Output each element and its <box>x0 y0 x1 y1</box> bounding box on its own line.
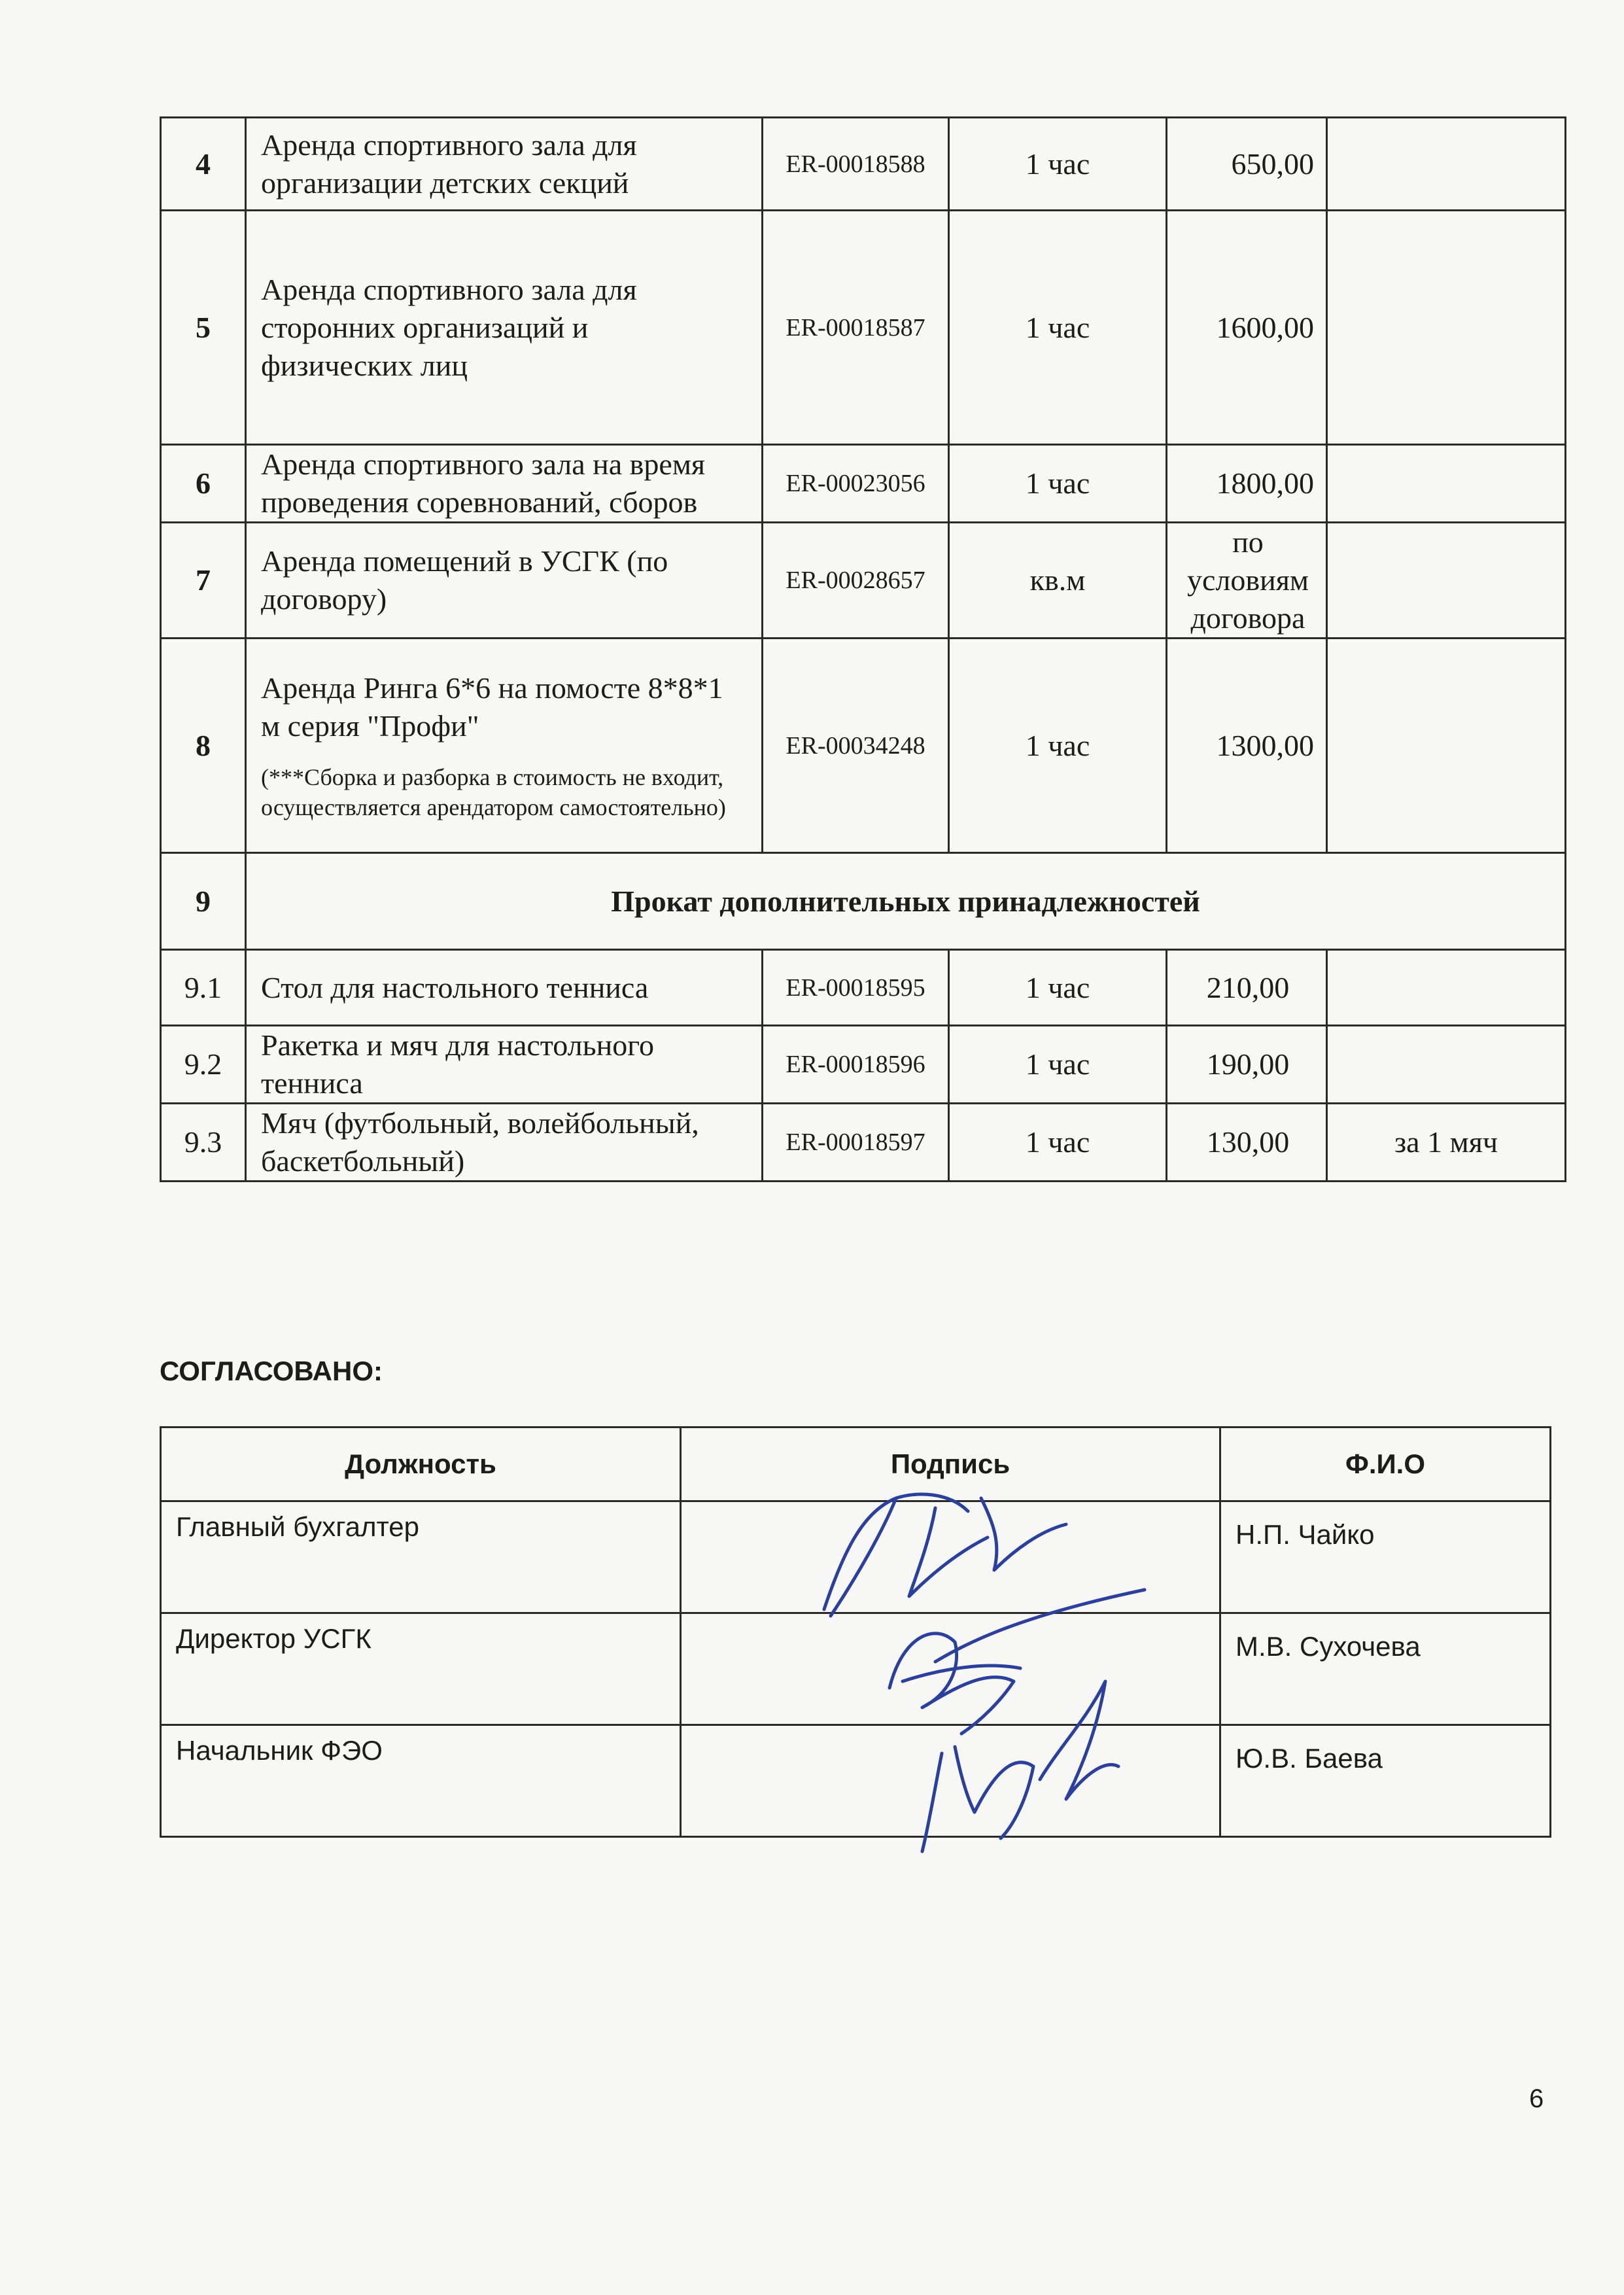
page-number: 6 <box>1529 2084 1544 2113</box>
service-note <box>1327 639 1566 853</box>
approver-name: Ю.В. Баева <box>1220 1725 1551 1837</box>
service-code: ER-00018596 <box>763 1026 949 1104</box>
service-name: Аренда помещений в УСГК (по договору) <box>246 523 763 639</box>
signature-fin-head <box>922 1681 1118 1851</box>
service-price: 130,00 <box>1167 1104 1327 1182</box>
signature-header: Подпись <box>681 1428 1220 1501</box>
service-code: ER-00034248 <box>763 639 949 853</box>
position-header: Должность <box>161 1428 681 1501</box>
row-number: 9.2 <box>161 1026 246 1104</box>
service-note <box>1327 211 1566 445</box>
service-unit: 1 час <box>949 950 1167 1026</box>
row-number: 9.1 <box>161 950 246 1026</box>
service-name-cell <box>246 639 763 853</box>
service-code: ER-00018588 <box>763 118 949 211</box>
service-code: ER-00018597 <box>763 1104 949 1182</box>
service-price: 210,00 <box>1167 950 1327 1026</box>
service-price: 1600,00 <box>1167 211 1327 445</box>
table-row <box>161 1104 1566 1182</box>
service-name: Аренда спортивного зала на время проведения соревнований, сборов <box>246 445 763 523</box>
row-number: 6 <box>161 445 246 523</box>
service-unit: 1 час <box>949 639 1167 853</box>
service-unit: 1 час <box>949 445 1167 523</box>
table-row <box>161 1026 1566 1104</box>
service-name-footnote: (***Сборка и разборка в стоимость не входит, осуществляется арендатором самостоятельно) <box>261 763 726 820</box>
service-price: 650,00 <box>1167 118 1327 211</box>
table-row <box>161 639 1566 853</box>
table-row <box>161 523 1566 639</box>
service-note <box>1327 445 1566 523</box>
service-price: по условиям договора <box>1167 523 1327 639</box>
approver-name: М.В. Сухочева <box>1220 1613 1551 1725</box>
service-name: Аренда спортивного зала для организации детских секций <box>246 118 763 211</box>
table-row <box>161 445 1566 523</box>
row-number: 5 <box>161 211 246 445</box>
section-title: Прокат дополнительных принадлежностей <box>246 853 1566 950</box>
service-unit: 1 час <box>949 211 1167 445</box>
approval-title: СОГЛАСОВАНО: <box>160 1356 383 1386</box>
service-note: за 1 мяч <box>1327 1104 1566 1182</box>
row-number: 7 <box>161 523 246 639</box>
row-number: 8 <box>161 639 246 853</box>
approver-position: Директор УСГК <box>161 1613 681 1725</box>
row-number: 9.3 <box>161 1104 246 1182</box>
signature-chief-accountant <box>824 1494 1066 1616</box>
service-code: ER-00023056 <box>763 445 949 523</box>
service-unit: 1 час <box>949 1026 1167 1104</box>
approver-name: Н.П. Чайко <box>1220 1501 1551 1613</box>
service-name: Аренда Ринга 6*6 на помосте 8*8*1 м серия "Профи" <box>261 671 723 743</box>
section-number: 9 <box>161 853 246 950</box>
section-row <box>161 853 1566 950</box>
name-header: Ф.И.О <box>1220 1428 1551 1501</box>
service-code: ER-00018595 <box>763 950 949 1026</box>
handwritten-signatures <box>804 1472 1171 1865</box>
table-row <box>161 211 1566 445</box>
service-unit: 1 час <box>949 1104 1167 1182</box>
service-unit: кв.м <box>949 523 1167 639</box>
service-code: ER-00018587 <box>763 211 949 445</box>
price-table <box>160 116 1566 1182</box>
service-note <box>1327 118 1566 211</box>
service-price: 190,00 <box>1167 1026 1327 1104</box>
table-row <box>161 118 1566 211</box>
row-number: 4 <box>161 118 246 211</box>
service-price: 1800,00 <box>1167 445 1327 523</box>
service-name: Стол для настольного тенниса <box>246 950 763 1026</box>
service-name: Аренда спортивного зала для сторонних организаций и физических лиц <box>246 211 763 445</box>
approver-position: Начальник ФЭО <box>161 1725 681 1837</box>
service-name: Ракетка и мяч для настольного тенниса <box>246 1026 763 1104</box>
service-code: ER-00028657 <box>763 523 949 639</box>
service-note <box>1327 523 1566 639</box>
service-price: 1300,00 <box>1167 639 1327 853</box>
signature-director <box>890 1590 1145 1734</box>
table-row <box>161 950 1566 1026</box>
service-name: Мяч (футбольный, волейбольный, баскетбольный) <box>246 1104 763 1182</box>
service-note <box>1327 950 1566 1026</box>
service-note <box>1327 1026 1566 1104</box>
service-unit: 1 час <box>949 118 1167 211</box>
approver-position: Главный бухгалтер <box>161 1501 681 1613</box>
